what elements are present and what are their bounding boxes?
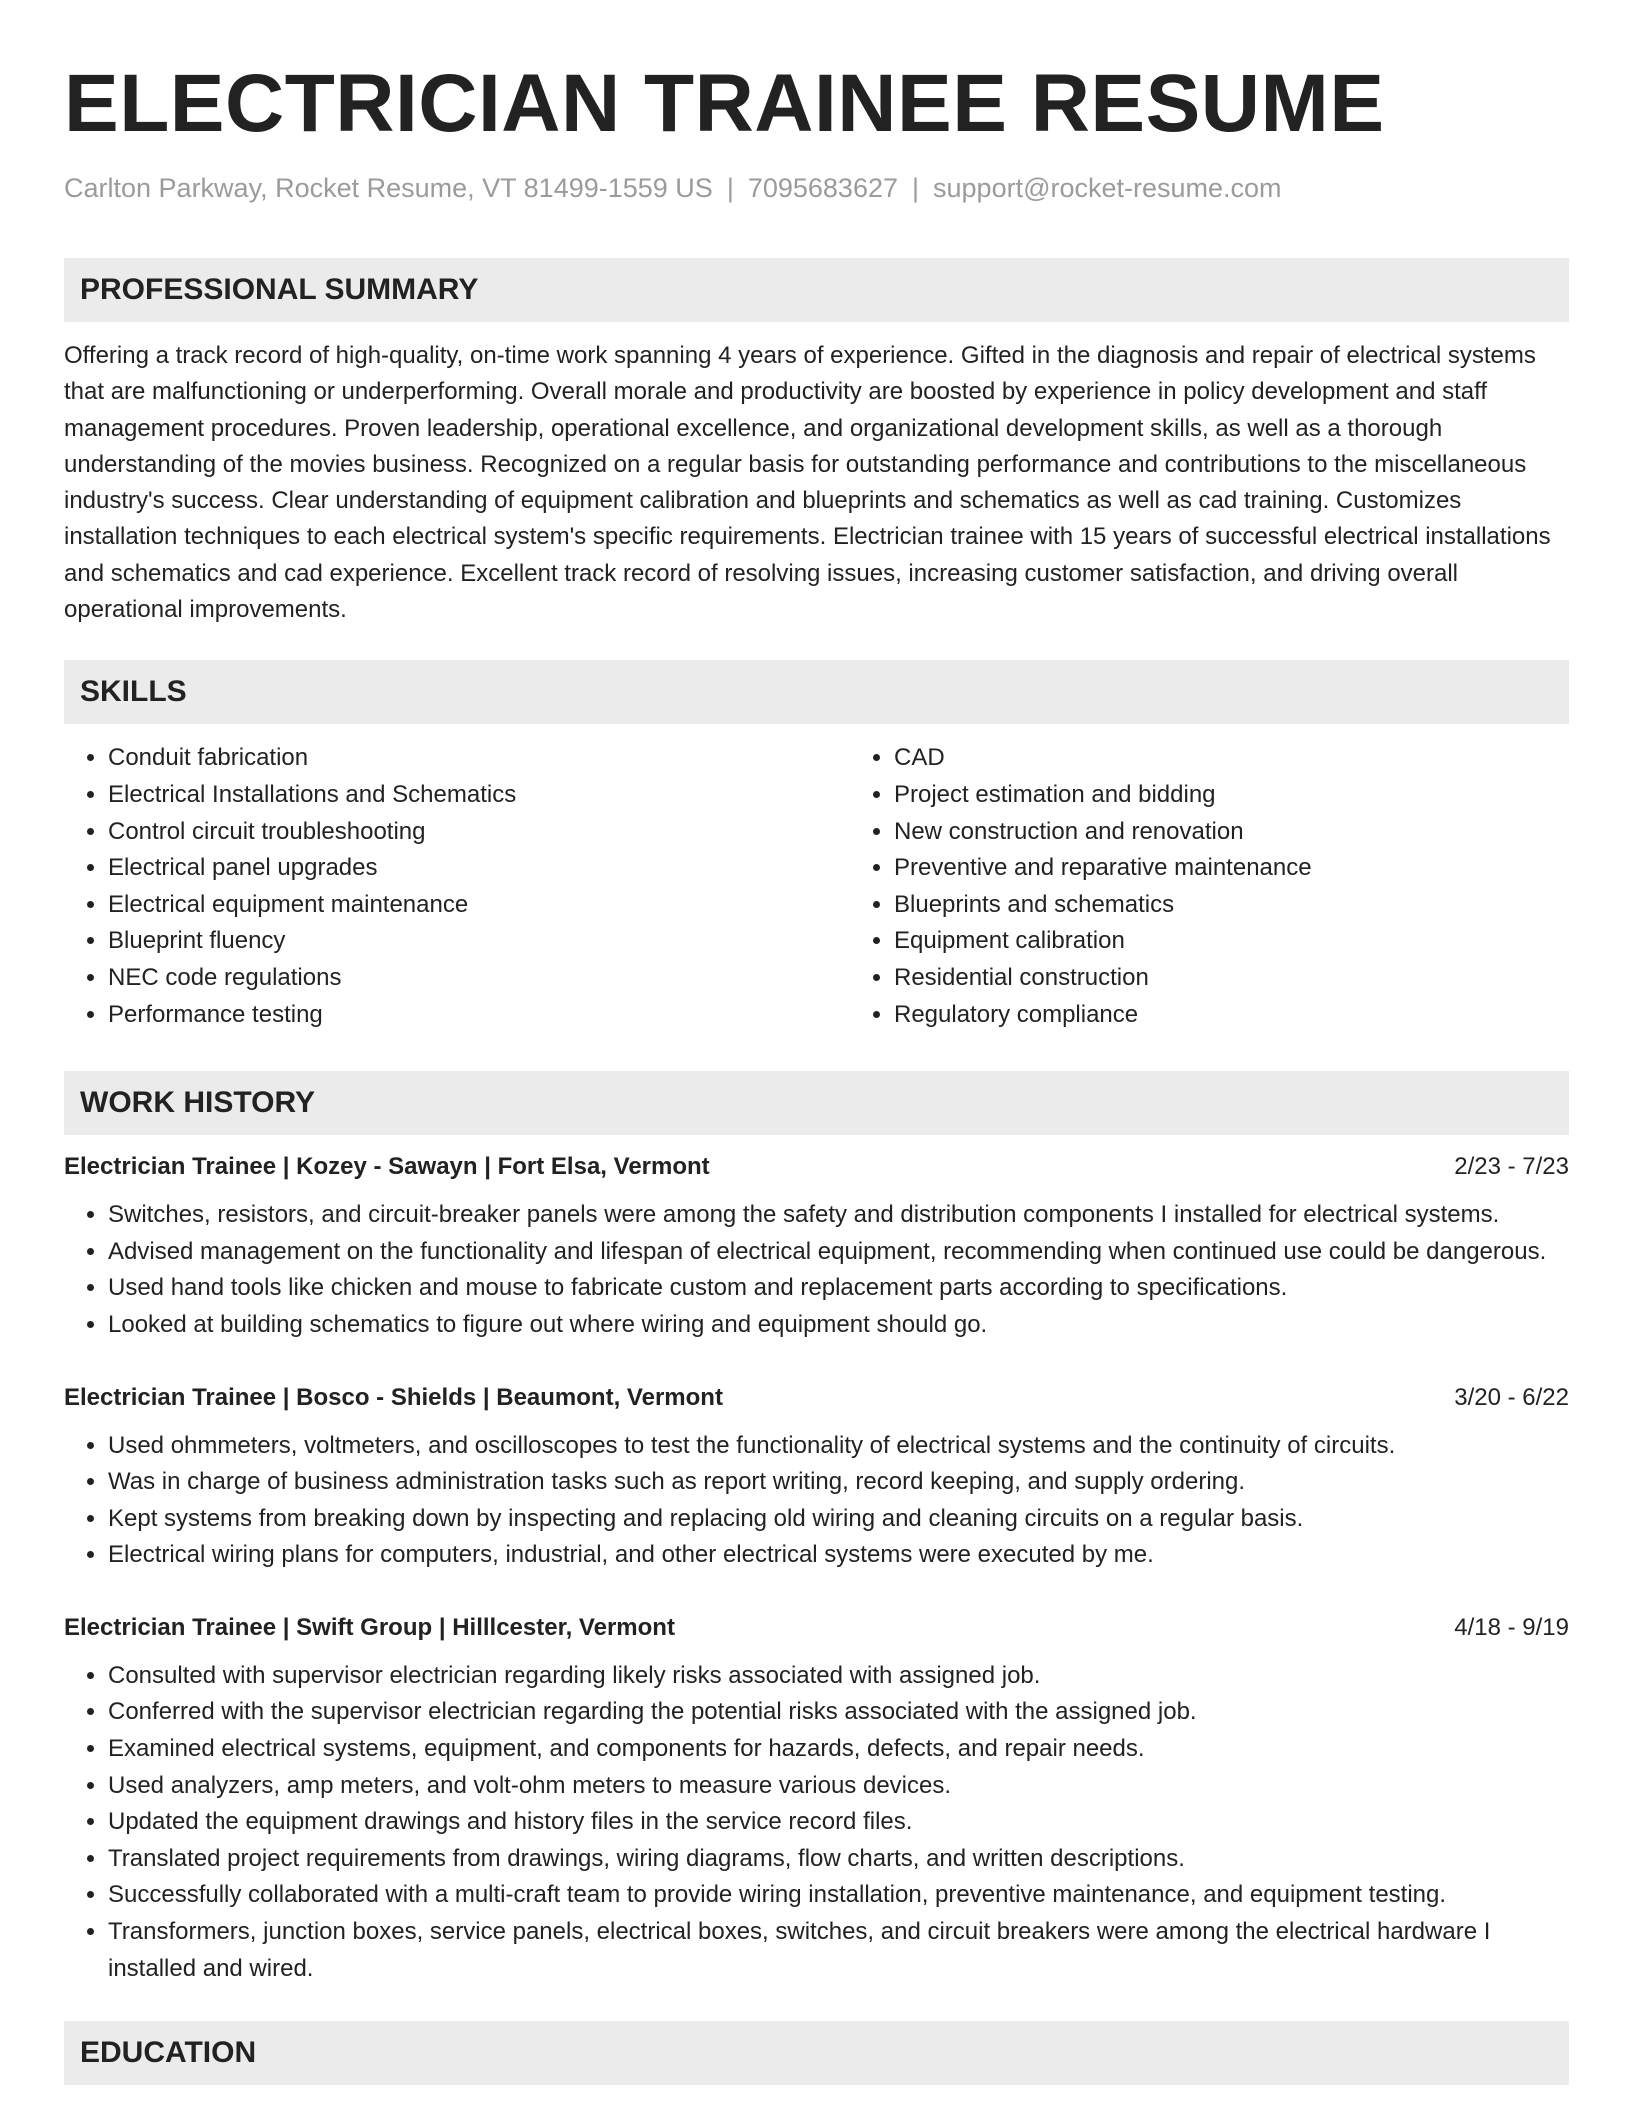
- job-bullet: • Looked at building schematics to figure out where wiring and equipment should go.: [108, 1307, 1569, 1344]
- contact-separator: |: [912, 173, 920, 203]
- job-title: Electrician Trainee | Bosco - Shields | Beaumont, Vermont: [64, 1383, 723, 1411]
- job-bullet: • Successfully collaborated with a multi-craft team to provide wiring installation, preventive maintenance, and equipment testing.: [108, 1877, 1569, 1914]
- skill-item: • Conduit fabrication: [108, 740, 850, 777]
- skill-item: • Control circuit troubleshooting: [108, 814, 850, 851]
- job-bullet: • Examined electrical systems, equipment, and components for hazards, defects, and repair needs.: [108, 1731, 1569, 1768]
- job-bullet: • Consulted with supervisor electrician regarding likely risks associated with assigned job.: [108, 1658, 1569, 1695]
- job-title: Electrician Trainee | Swift Group | Hilllcester, Vermont: [64, 1613, 675, 1641]
- job-bullets: [64, 1658, 1569, 1987]
- skill-item: • Electrical Installations and Schematics: [108, 777, 850, 814]
- job-bullet: • Advised management on the functionality and lifespan of electrical equipment, recommending when continued use could be dangerous.: [108, 1234, 1569, 1271]
- skill-item: • Equipment calibration: [894, 923, 1494, 960]
- job-bullet: • Used ohmmeters, voltmeters, and oscilloscopes to test the functionality of electrical systems and the continuity of circuits.: [108, 1428, 1569, 1465]
- contact-email: support@rocket-resume.com: [933, 173, 1282, 203]
- job-header: [64, 1380, 1569, 1416]
- skill-item: • NEC code regulations: [108, 960, 850, 997]
- section-header-summary: PROFESSIONAL SUMMARY: [64, 258, 1569, 322]
- skill-item: • Regulatory compliance: [894, 997, 1494, 1034]
- skill-item: • Electrical panel upgrades: [108, 850, 850, 887]
- skill-item: • Preventive and reparative maintenance: [894, 850, 1494, 887]
- job-bullet: • Switches, resistors, and circuit-breaker panels were among the safety and distribution components I installed for electrical systems.: [108, 1197, 1569, 1234]
- contact-line: [64, 170, 1569, 206]
- job-bullet: • Electrical wiring plans for computers, industrial, and other electrical systems were executed by me.: [108, 1537, 1569, 1574]
- contact-phone: 7095683627: [747, 173, 898, 203]
- job-dates: 3/20 - 6/22: [1454, 1383, 1569, 1411]
- job-header: [64, 1149, 1569, 1185]
- skill-item: • Blueprint fluency: [108, 923, 850, 960]
- contact-separator: |: [726, 173, 734, 203]
- section-header-skills: SKILLS: [64, 660, 1569, 724]
- skill-item: • CAD: [894, 740, 1494, 777]
- skill-item: • Residential construction: [894, 960, 1494, 997]
- skills-column-left: [64, 740, 850, 1033]
- job-entry: [64, 1380, 1569, 1574]
- skill-item: • New construction and renovation: [894, 814, 1494, 851]
- resume-title: ELECTRICIAN TRAINEE RESUME: [64, 58, 1385, 149]
- job-bullet: • Conferred with the supervisor electrician regarding the potential risks associated with the assigned job.: [108, 1694, 1569, 1731]
- skills-column-right: [850, 740, 1494, 1033]
- job-bullet: • Kept systems from breaking down by inspecting and replacing old wiring and cleaning circuits on a regular basis.: [108, 1501, 1569, 1538]
- skill-item: • Project estimation and bidding: [894, 777, 1494, 814]
- job-bullet: • Translated project requirements from drawings, wiring diagrams, flow charts, and written descriptions.: [108, 1841, 1569, 1878]
- job-entry: [64, 1149, 1569, 1343]
- job-bullet: • Was in charge of business administration tasks such as report writing, record keeping, and supply ordering.: [108, 1464, 1569, 1501]
- job-bullet: • Used analyzers, amp meters, and volt-ohm meters to measure various devices.: [108, 1768, 1569, 1805]
- section-header-education: EDUCATION: [64, 2021, 1569, 2085]
- job-header: [64, 1610, 1569, 1646]
- job-entry: [64, 1610, 1569, 1987]
- job-dates: 2/23 - 7/23: [1454, 1153, 1569, 1181]
- job-title: Electrician Trainee | Kozey - Sawayn | Fort Elsa, Vermont: [64, 1153, 710, 1181]
- job-bullet: • Updated the equipment drawings and history files in the service record files.: [108, 1804, 1569, 1841]
- job-dates: 4/18 - 9/19: [1454, 1613, 1569, 1641]
- contact-address: Carlton Parkway, Rocket Resume, VT 81499-1559 US: [64, 173, 713, 203]
- section-header-work-history: WORK HISTORY: [64, 1071, 1569, 1135]
- skill-item: • Electrical equipment maintenance: [108, 887, 850, 924]
- summary-text: Offering a track record of high-quality, on-time work spanning 4 years of experience. Gifted in the diagnosis and repair of electrical systems that are malfunctioning or underperforming. Overall morale and productivity are boosted by experience in policy development and staff management procedures. Proven leadership, operational excellence, and organizational development skills, as well as a thorough understanding of the movies business. Recognized on a regular basis for outstanding performance and contributions to the miscellaneous industry's success. Clear understanding of equipment calibration and blueprints and schematics as well as cad training. Customizes installation techniques to each electrical system's specific requirements. Electrician trainee with 15 years of successful electrical installations and schematics and cad experience. Excellent track record of resolving issues, increasing customer satisfaction, and driving overall operational improvements.: [64, 342, 1551, 624]
- skill-item: • Performance testing: [108, 997, 850, 1034]
- job-bullets: [64, 1197, 1569, 1343]
- job-bullet: • Used hand tools like chicken and mouse to fabricate custom and replacement parts according to specifications.: [108, 1270, 1569, 1307]
- job-bullet: • Transformers, junction boxes, service panels, electrical boxes, switches, and circuit breakers were among the electrical hardware I installed and wired.: [108, 1914, 1569, 1987]
- skill-item: • Blueprints and schematics: [894, 887, 1494, 924]
- job-bullets: [64, 1428, 1569, 1574]
- skills-grid: [64, 740, 1569, 1033]
